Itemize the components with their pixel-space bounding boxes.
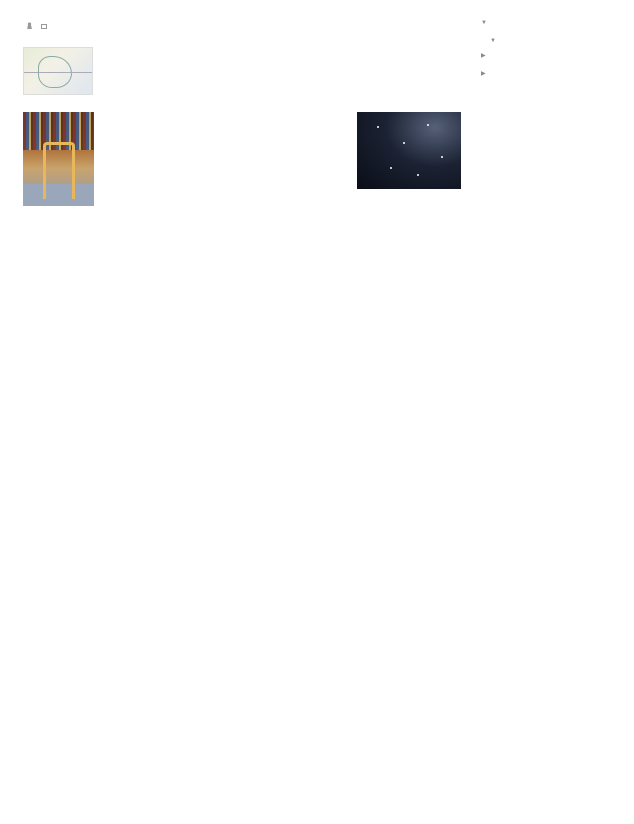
triangle-right-icon[interactable]: ▶ bbox=[481, 70, 486, 77]
archive-year-2012[interactable] bbox=[481, 68, 631, 86]
calendar-icon bbox=[41, 24, 47, 29]
airport-map-image[interactable] bbox=[23, 47, 93, 95]
triangle-right-icon[interactable]: ▶ bbox=[481, 53, 486, 60]
archive-year-2014[interactable] bbox=[481, 18, 631, 36]
archive-year-2013[interactable] bbox=[481, 50, 631, 68]
post-meta bbox=[23, 21, 461, 31]
person-icon bbox=[26, 22, 33, 29]
night-sky-image[interactable] bbox=[357, 112, 461, 189]
post-content bbox=[23, 14, 461, 208]
triangle-down-icon[interactable]: ▼ bbox=[481, 20, 487, 26]
archive-sidebar bbox=[481, 18, 631, 97]
rocking-chair-image[interactable] bbox=[23, 112, 94, 206]
triangle-down-icon[interactable]: ▼ bbox=[490, 37, 496, 44]
